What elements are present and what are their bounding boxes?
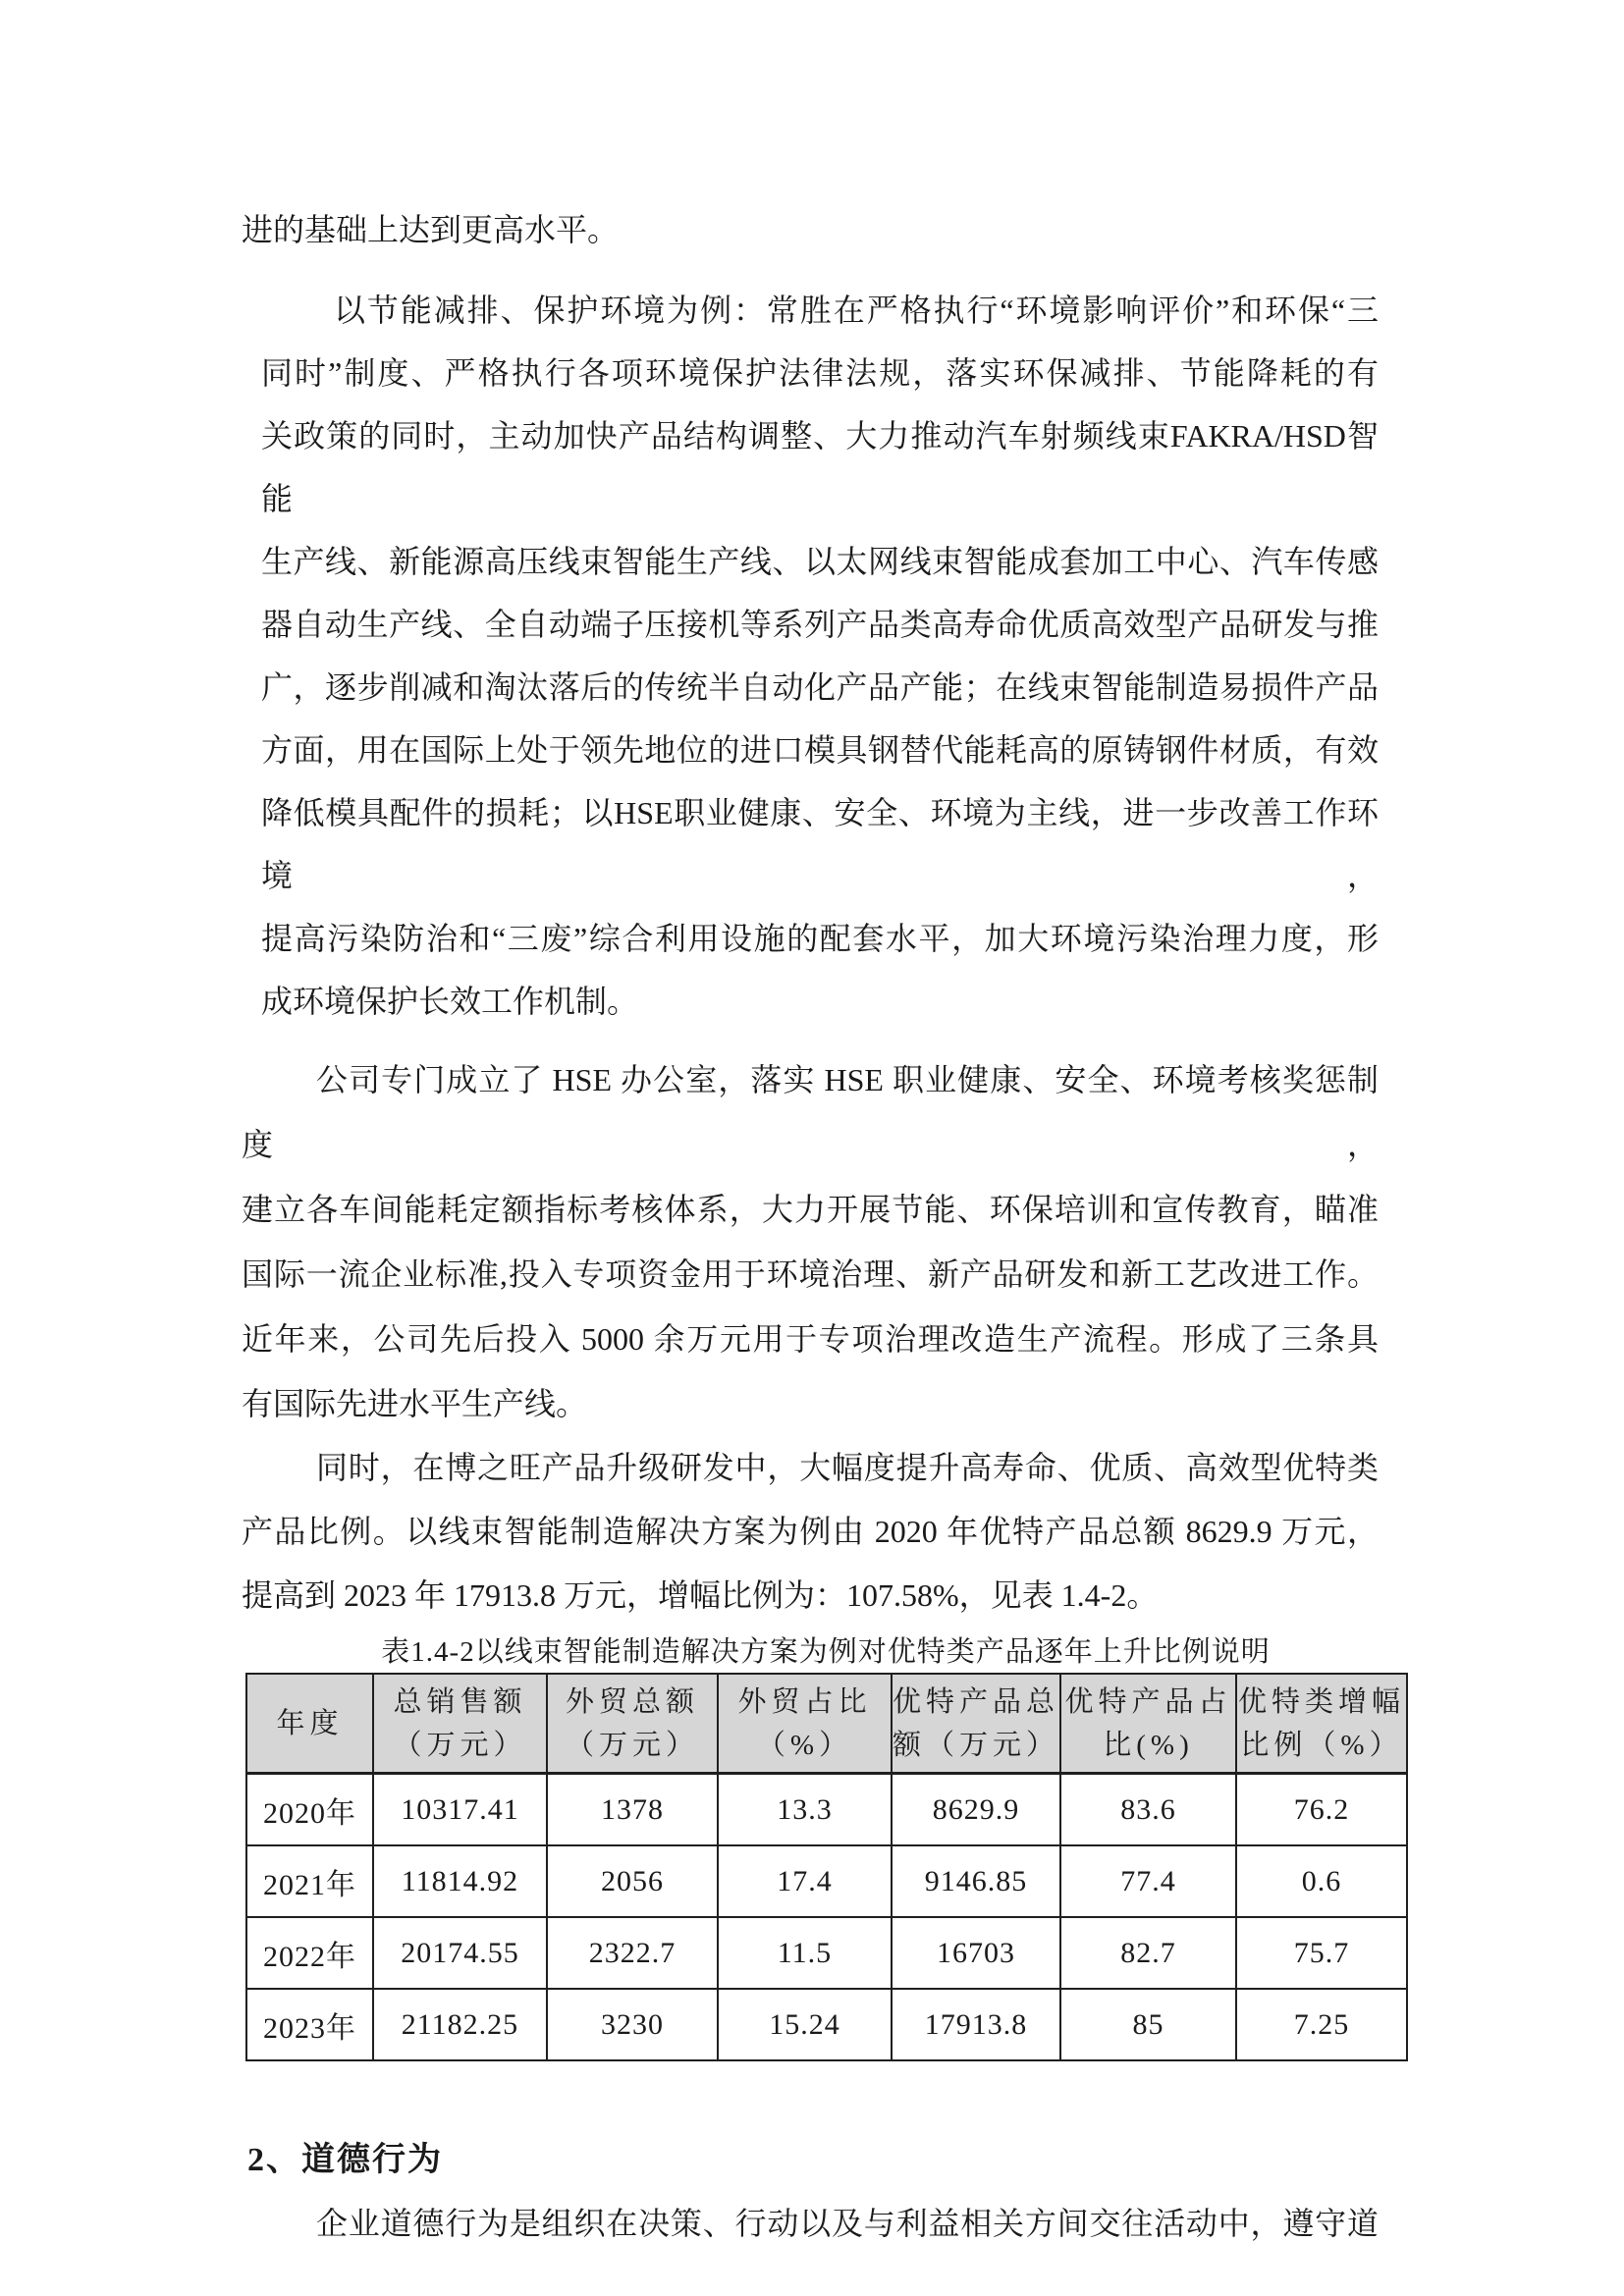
table-row [246, 1989, 1407, 2060]
paragraph-line: 同时”制度、严格执行各项环境保护法律法规，落实环保减排、节能降耗的有 [261, 355, 1379, 391]
header-text: 比例（%） [1240, 1729, 1403, 1761]
table-cell: 1378 [547, 1774, 718, 1846]
paragraph-line: 成环境保护长效工作机制。 [261, 984, 639, 1019]
header-cell-foreign-trade-share [718, 1674, 892, 1774]
paragraph-ethics-intro [242, 2192, 1379, 2255]
year-cell: 2020年 [246, 1774, 373, 1846]
paragraph-line: 有国际先进水平生产线。 [242, 1386, 588, 1421]
paragraph-line: 近年来，公司先后投入 5000 余万元用于专项治理改造生产流程。形成了三条具 [242, 1321, 1379, 1357]
header-text: 年度 [276, 1707, 344, 1739]
table-row [246, 1774, 1407, 1846]
paragraph-line: 建立各车间能耗定额指标考核体系，大力开展节能、环保培训和宣传教育，瞄准 [242, 1192, 1379, 1227]
paragraph-line: 同时，在博之旺产品升级研发中，大幅度提升高寿命、优质、高效型优特类 [316, 1450, 1379, 1485]
paragraph-line: 产品比例。以线束智能制造解决方案为例由 2020 年优特产品总额 8629.9 万元， [242, 1514, 1379, 1549]
table-cell: 15.24 [718, 1989, 892, 2060]
header-text: （万元） [393, 1729, 527, 1761]
header-cell-year [246, 1674, 373, 1774]
table-cell: 0.6 [1236, 1845, 1407, 1917]
paragraph-line: 关政策的同时，主动加快产品结构调整、大力推动汽车射频线束FAKRA/HSD智能 [261, 418, 1379, 516]
table-cell: 10317.41 [373, 1774, 547, 1846]
header-text: 总销售额 [393, 1685, 527, 1718]
paragraph-line: 方面，用在国际上处于领先地位的进口模具钢替代能耗高的原铸钢件材质，有效 [261, 732, 1379, 768]
table-header-row [246, 1674, 1407, 1774]
paragraph-hse-office [242, 1047, 1379, 1436]
table-cell: 11814.92 [373, 1845, 547, 1917]
header-cell-premium-total [892, 1674, 1060, 1774]
year-cell: 2022年 [246, 1917, 373, 1989]
header-text: 外贸总额 [565, 1685, 699, 1718]
table-cell: 9146.85 [892, 1845, 1060, 1917]
table-cell: 75.7 [1236, 1917, 1407, 1989]
paragraph-line: 降低模具配件的损耗；以HSE职业健康、安全、环境为主线，进一步改善工作环境， [261, 795, 1379, 893]
paragraph-line: 进的基础上达到更高水平。 [242, 212, 620, 247]
paragraph-line: 提高污染防治和“三废”综合利用设施的配套水平，加大环境污染治理力度，形 [261, 921, 1379, 956]
header-cell-premium-share [1060, 1674, 1236, 1774]
header-text: 额（万元） [893, 1729, 1060, 1761]
header-cell-premium-growth [1236, 1674, 1407, 1774]
table-cell: 8629.9 [892, 1774, 1060, 1846]
header-cell-total-sales [373, 1674, 547, 1774]
paragraph-line: 国际一流企业标准,投入专项资金用于环境治理、新产品研发和新工艺改进工作。 [242, 1256, 1379, 1292]
header-cell-foreign-trade-total [547, 1674, 718, 1774]
year-cell: 2023年 [246, 1989, 373, 2060]
table-cell: 11.5 [718, 1917, 892, 1989]
table-cell: 85 [1060, 1989, 1236, 2060]
table-cell: 17.4 [718, 1845, 892, 1917]
paragraph-line: 公司专门成立了 HSE 办公室，落实 HSE 职业健康、安全、环境考核奖惩制度， [242, 1062, 1379, 1162]
table-cell: 2322.7 [547, 1917, 718, 1989]
page-content [242, 198, 1405, 2255]
paragraph-line: 器自动生产线、全自动端子压接机等系列产品类高寿命优质高效型产品研发与推 [261, 607, 1379, 642]
paragraph-product-upgrade [242, 1436, 1379, 1628]
paragraph-line: 提高到 2023 年 17913.8 万元，增幅比例为：107.58%，见表 1.4-2。 [242, 1577, 1159, 1613]
paragraph-line: 广，逐步削减和淘汰落后的传统半自动化产品产能；在线束智能制造易损件产品 [261, 669, 1379, 705]
table-row [246, 1845, 1407, 1917]
paragraph-line: 生产线、新能源高压线束智能生产线、以太网线束智能成套加工中心、汽车传感 [261, 544, 1379, 579]
table-cell: 7.25 [1236, 1989, 1407, 2060]
header-text: 优特产品总 [893, 1685, 1060, 1718]
table-cell: 76.2 [1236, 1774, 1407, 1846]
table-cell: 13.3 [718, 1774, 892, 1846]
table-caption: 表1.4-2以线束智能制造解决方案为例对优特类产品逐年上升比例说明 [381, 1636, 1271, 1668]
table-cell: 21182.25 [373, 1989, 547, 2060]
table-cell: 83.6 [1060, 1774, 1236, 1846]
year-cell: 2021年 [246, 1845, 373, 1917]
header-text: 比(%) [1103, 1729, 1194, 1761]
table-cell: 17913.8 [892, 1989, 1060, 2060]
header-text: 优特类增幅 [1237, 1685, 1405, 1718]
header-text: 优特产品占 [1064, 1685, 1232, 1718]
table-cell: 77.4 [1060, 1845, 1236, 1917]
table-cell: 82.7 [1060, 1917, 1236, 1989]
table-row [246, 1917, 1407, 1989]
uplift-ratio-table [245, 1673, 1408, 2061]
paragraph-energy-environment [261, 279, 1379, 1033]
section-heading-ethics: 2、道德行为 [247, 2142, 443, 2178]
table-cell: 16703 [892, 1917, 1060, 1989]
header-text: （%） [756, 1729, 853, 1761]
header-text: （万元） [565, 1729, 699, 1761]
header-text: 外贸占比 [737, 1685, 872, 1718]
table-cell: 2056 [547, 1845, 718, 1917]
table-cell: 3230 [547, 1989, 718, 2060]
paragraph-line: 以节能减排、保护环境为例：常胜在严格执行“环境影响评价”和环保“三 [334, 293, 1379, 328]
paragraph-line: 企业道德行为是组织在决策、行动以及与利益相关方间交往活动中，遵守道 [316, 2206, 1379, 2241]
table-cell: 20174.55 [373, 1917, 547, 1989]
